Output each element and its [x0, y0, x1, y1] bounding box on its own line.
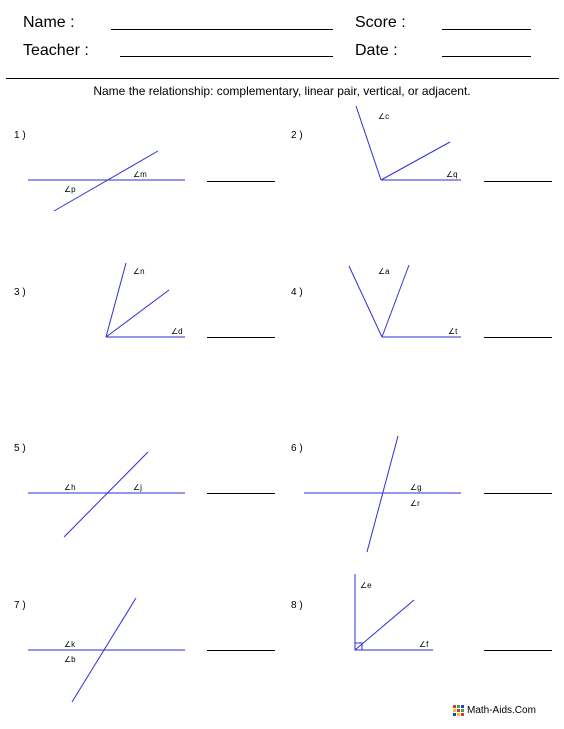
angle-label-p: ∠p	[64, 185, 76, 194]
date-label: Date :	[355, 42, 398, 59]
answer-line-8[interactable]	[484, 650, 552, 651]
angle-label-e: ∠e	[360, 581, 372, 590]
problem-number-3: 3 )	[14, 287, 26, 298]
problem-number-7: 7 )	[14, 600, 26, 611]
angle-label-q: ∠q	[446, 170, 458, 179]
angle-label-d: ∠d	[171, 327, 183, 336]
angle-label-h: ∠h	[64, 483, 76, 492]
problem-number-5: 5 )	[14, 443, 26, 454]
teacher-label: Teacher :	[23, 42, 89, 59]
angle-label-g: ∠g	[410, 483, 422, 492]
problem-number-1: 1 )	[14, 130, 26, 141]
angle-label-c: ∠c	[378, 112, 390, 121]
score-label: Score :	[355, 14, 406, 31]
problem-number-4: 4 )	[291, 287, 303, 298]
angle-label-b: ∠b	[64, 655, 76, 664]
angle-label-r: ∠r	[410, 499, 420, 508]
name-label: Name :	[23, 14, 75, 31]
footer-brand[interactable]	[453, 705, 536, 716]
problem-number-6: 6 )	[291, 443, 303, 454]
angle-label-k: ∠k	[64, 640, 76, 649]
math-aids-logo-icon	[453, 705, 464, 716]
angle-label-t: ∠t	[448, 327, 458, 336]
angle-label-m: ∠m	[133, 170, 147, 179]
footer-brand-text: Math-Aids.Com	[467, 705, 536, 716]
angle-label-a: ∠a	[378, 267, 390, 276]
angle-label-f: ∠f	[419, 640, 429, 649]
problem-number-2: 2 )	[291, 130, 303, 141]
angle-label-n: ∠n	[133, 267, 145, 276]
problem-number-8: 8 )	[291, 600, 303, 611]
angle-label-j: ∠j	[133, 483, 142, 492]
instructions: Name the relationship: complementary, linear pair, vertical, or adjacent.	[93, 84, 471, 98]
